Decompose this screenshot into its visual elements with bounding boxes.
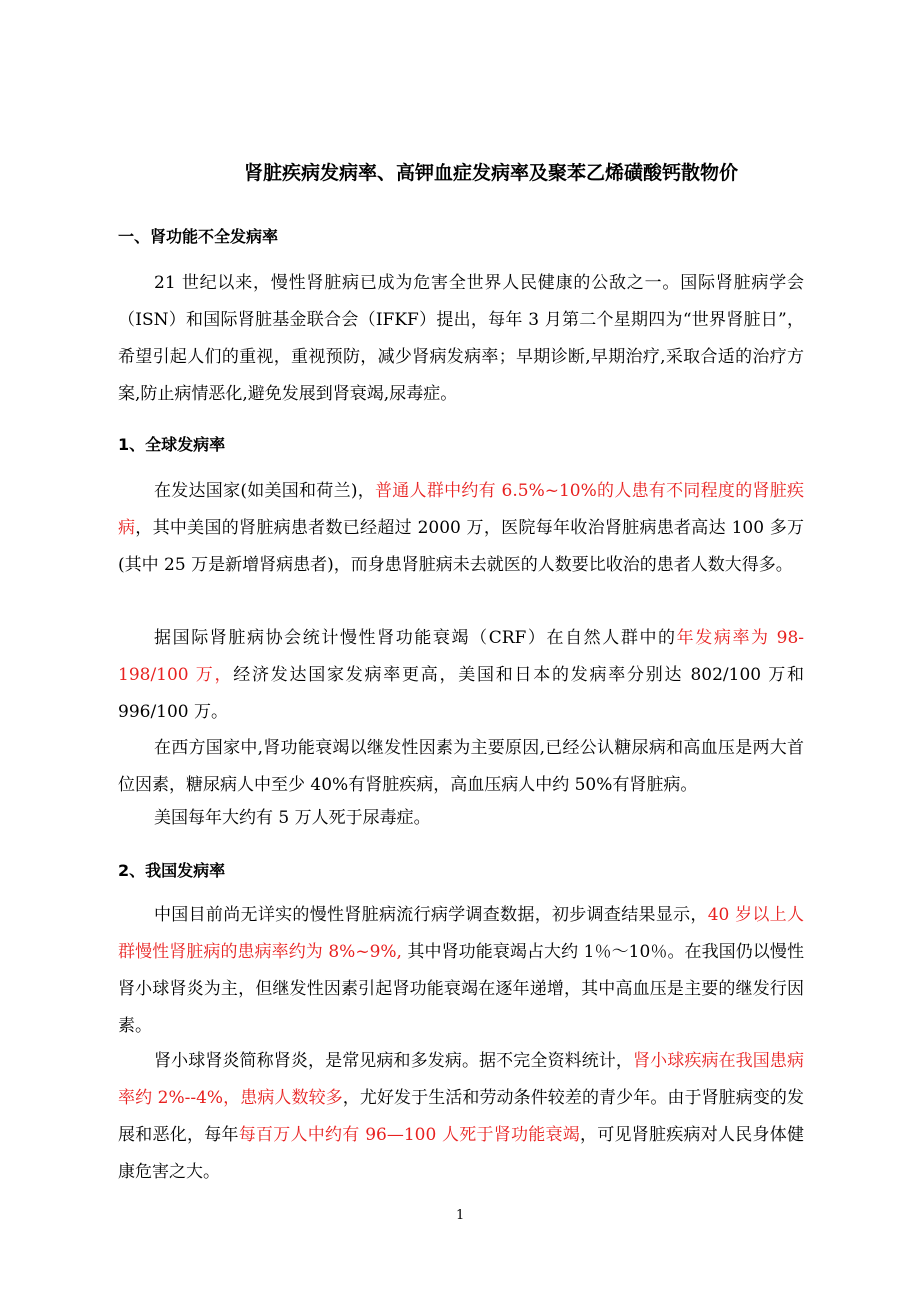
china-paragraph-1 (118, 897, 804, 1045)
global-paragraph-2 (118, 620, 804, 731)
china-p2-highlight-1: 肾小球疾病在我国患病率约 2%--4%，患病人数较多 (118, 1051, 805, 1108)
global-p2-highlight: 年发病率为 98-198/100 万， (118, 628, 805, 685)
document-title: 肾脏疾病发病率、高钾血症发病率及聚苯乙烯磺酸钙散物价 (244, 162, 739, 184)
china-p1-text-a: 中国目前尚无详实的慢性肾脏病流行病学调查数据，初步调查结果显示， (154, 905, 708, 925)
subsection-heading-china: 2、我国发病率 (118, 861, 226, 880)
china-paragraph-2 (118, 1043, 804, 1191)
china-p1-highlight: 40 岁以上人群慢性肾脏病的患病率约为 8%~9%, (118, 905, 804, 962)
page-number: 1 (456, 1208, 465, 1223)
global-p1-text-b: ，其中美国的肾脏病患者数已经超过 2000 万，医院每年收治肾脏病患者高达 100 多万(其中 25 万是新增肾病患者)，而身患肾脏病未去就医的人数要比收治的患者人数大得多。 (118, 518, 805, 575)
global-paragraph-4: 美国每年大约有 5 万人死于尿毒症。 (154, 808, 431, 828)
subsection-heading-global: 1、全球发病率 (118, 435, 226, 454)
china-p2-text-a: 肾小球肾炎简称肾炎，是常见病和多发病。据不完全资料统计， (154, 1051, 634, 1071)
china-p2-text-c: ，可见肾脏疾病对人民身体健康危害之大。 (118, 1125, 805, 1182)
global-paragraph-1 (118, 473, 804, 584)
china-p2-text-b: ，尤好发于生活和劳动条件较差的青少年。由于肾脏病变的发展和恶化，每年 (118, 1088, 804, 1145)
global-p2-text-b: 经济发达国家发病率更高，美国和日本的发病率分别达 802/100 万和 996/100 万。 (118, 665, 804, 722)
global-p1-highlight: 普通人群中约有 6.5%~10%的人患有不同程度的肾脏疾病 (118, 481, 804, 538)
china-p2-highlight-2: 每百万人中约有 96—100 人死于肾功能衰竭 (238, 1125, 580, 1145)
global-p2-text-a: 据国际肾脏病协会统计慢性肾功能衰竭（CRF）在自然人群中的 (154, 628, 677, 648)
intro-paragraph: 21 世纪以来，慢性肾脏病已成为危害全世界人民健康的公敌之一。国际肾脏病学会（ISN）和国际肾脏基金联合会（IFKF）提出，每年 3 月第二个星期四为“世界肾脏日”，希望引起人们的重视，重视预防，减少肾病发病率；早期诊断,早期治疗,采取合适的治疗方案,防止病情恶化,避免发展到肾衰竭,尿毒症。 (118, 273, 804, 404)
section-heading-renal-insufficiency: 一、肾功能不全发病率 (118, 227, 279, 246)
global-p1-text-a: 在发达国家(如美国和荷兰)， (154, 481, 376, 501)
global-paragraph-3: 在西方国家中,肾功能衰竭以继发性因素为主要原因,已经公认糖尿病和高血压是两大首位因素，糖尿病人中至少 40%有肾脏疾病，高血压病人中约 50%有肾脏病。 (118, 738, 804, 795)
china-p1-text-b: 其中肾功能衰竭占大约 1％～10％。在我国仍以慢性肾小球肾炎为主，但继发性因素引起肾功能衰竭在逐年递增，其中高血压是主要的继发行因素。 (118, 942, 804, 1036)
